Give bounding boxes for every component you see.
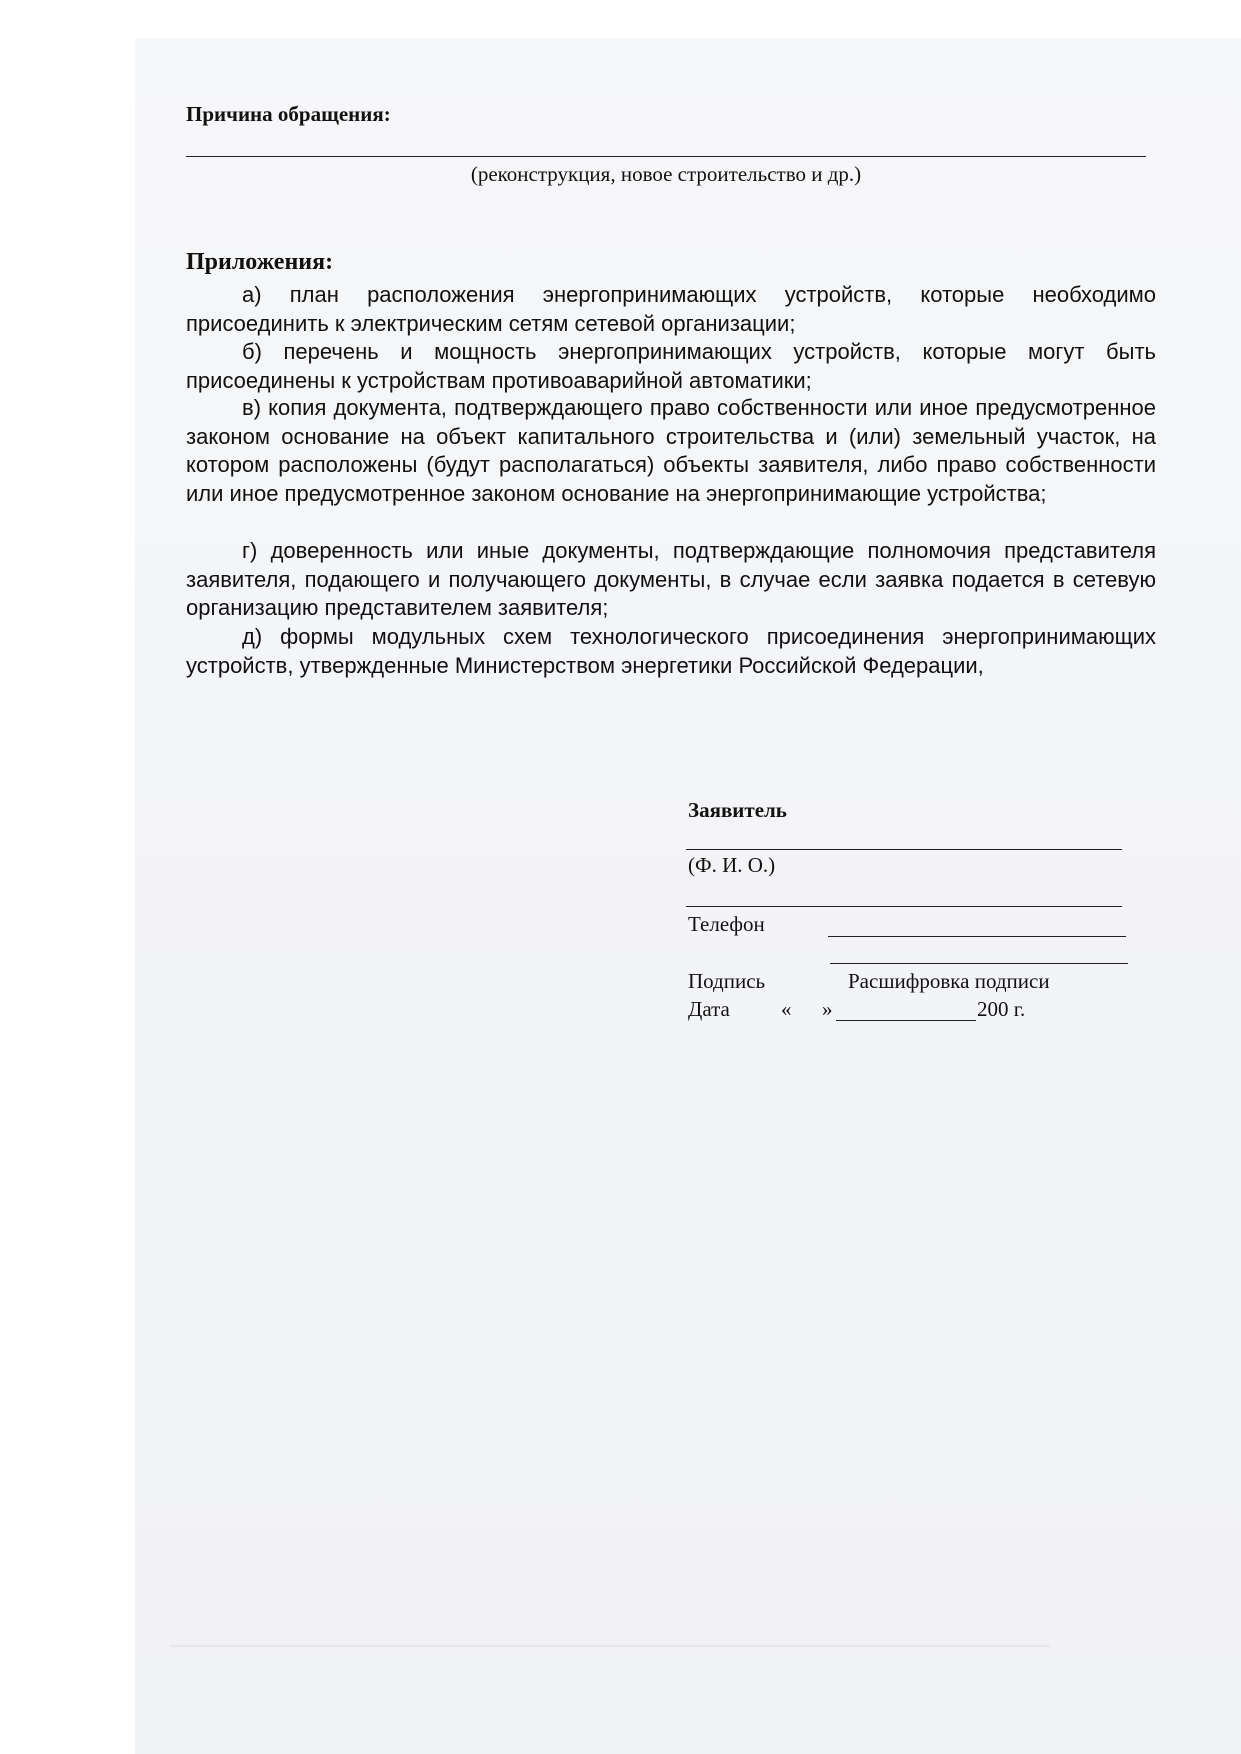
date-year: 200 г. [977, 997, 1026, 1021]
applicant-name-line [686, 849, 1122, 850]
appendix-item-g: г) доверенность или иные документы, подтверждающие полномочия представителя заявителя, подающего и получающего документы, в случае если заявка подается в сетевую организацию представителем заявителя; [186, 538, 1156, 620]
appendix-item-d: д) формы модульных схем технологического присоединения энергопринимающих устройств, утвержденные Министерством энергетики Российской Федерации, [186, 624, 1156, 678]
date-label: Дата [688, 997, 730, 1021]
scan-margin-top [0, 0, 1241, 38]
reason-underline [186, 156, 1146, 157]
appendix-item-a: а) план расположения энергопринимающих устройств, которые необходимо присоединить к электрическим сетям сетевой организации; [186, 282, 1156, 336]
date-line [836, 1020, 976, 1021]
appendix-item-v: в) копия документа, подтверждающего право собственности или иное предусмотренное законом основание на объект капитального строительства и (или) земельный участок, на котором расположены (будут располагаться) объекты заявителя, либо право собственности или иное предусмотренное законом основание на энергопринимающие устройства; [186, 395, 1156, 506]
scan-corner [0, 1600, 60, 1754]
signature-decode-label: Расшифровка подписи [848, 969, 1050, 993]
date-quote-close: » [822, 997, 833, 1021]
phone-label: Телефон [688, 912, 765, 936]
phone-line [828, 936, 1126, 937]
decode-line [830, 963, 1128, 964]
reason-label: Причина обращения: [186, 102, 391, 126]
applicant-line-2 [686, 906, 1122, 907]
appendix-title: Приложения: [186, 249, 334, 275]
scan-bottom-edge [170, 1645, 1050, 1647]
date-quote-open: « [781, 997, 792, 1021]
applicant-title: Заявитель [688, 798, 787, 822]
signature-label: Подпись [688, 969, 766, 993]
appendix-item-b: б) перечень и мощность энергопринимающих устройств, которые могут быть присоединены к устройствам противоаварийной автоматики; [186, 339, 1156, 393]
reason-hint: (реконструкция, новое строительство и др.) [470, 162, 862, 186]
scan-margin-left [0, 0, 135, 1754]
fio-label: (Ф. И. О.) [688, 853, 776, 877]
